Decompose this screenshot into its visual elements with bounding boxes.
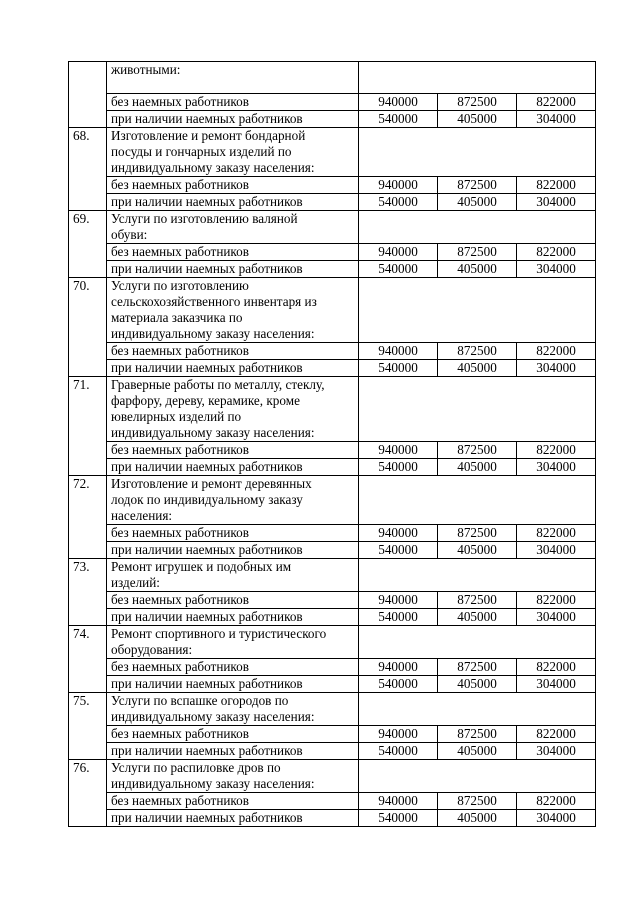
no-workers-label: без наемных работников	[107, 525, 359, 542]
item-name-cell	[107, 128, 359, 177]
item-name-line: изделий:	[111, 575, 160, 590]
empty-value-cell	[359, 211, 596, 244]
no-workers-label: без наемных работников	[107, 343, 359, 360]
no-workers-label: без наемных работников	[107, 592, 359, 609]
item-name-cell: животными:	[107, 62, 359, 94]
value-cell: 405000	[438, 743, 517, 760]
table-row	[69, 244, 596, 261]
value-cell: 872500	[438, 726, 517, 743]
value-cell: 540000	[359, 676, 438, 693]
empty-value-cell	[359, 128, 596, 177]
table-row	[69, 278, 596, 343]
value-cell: 940000	[359, 592, 438, 609]
item-name-line: Ремонт спортивного и туристического	[111, 626, 327, 641]
value-cell: 304000	[517, 676, 596, 693]
table-row	[69, 810, 596, 827]
empty-value-cell	[359, 377, 596, 442]
item-name-cell	[107, 559, 359, 592]
item-number-cell: 70.	[69, 278, 107, 377]
item-name-line: Услуги по изготовлению валяной	[111, 211, 298, 226]
value-cell: 940000	[359, 442, 438, 459]
with-workers-label: при наличии наемных работников	[107, 676, 359, 693]
value-cell: 940000	[359, 793, 438, 810]
item-name-line: материала заказчика по	[111, 310, 243, 325]
no-workers-label: без наемных работников	[107, 244, 359, 261]
item-name-line: Услуги по вспашке огородов по	[111, 693, 289, 708]
table-row	[69, 542, 596, 559]
table-row	[69, 693, 596, 726]
tariff-table-body	[69, 62, 596, 827]
item-name-line: обуви:	[111, 227, 148, 242]
value-cell: 304000	[517, 810, 596, 827]
empty-value-cell	[359, 476, 596, 525]
with-workers-label: при наличии наемных работников	[107, 111, 359, 128]
item-name-line: Изготовление и ремонт деревянных	[111, 476, 312, 491]
item-name-line: посуды и гончарных изделий по	[111, 144, 292, 159]
value-cell: 405000	[438, 194, 517, 211]
value-cell: 872500	[438, 244, 517, 261]
value-cell: 540000	[359, 111, 438, 128]
value-cell: 304000	[517, 743, 596, 760]
item-number-cell: 74.	[69, 626, 107, 693]
with-workers-label: при наличии наемных работников	[107, 743, 359, 760]
table-row	[69, 760, 596, 793]
item-name-cell	[107, 476, 359, 525]
item-name-line: индивидуальному заказу населения:	[111, 160, 315, 175]
item-name-cell	[107, 211, 359, 244]
item-name-line: Услуги по распиловке дров по	[111, 760, 281, 775]
item-name-cell	[107, 377, 359, 442]
value-cell: 940000	[359, 244, 438, 261]
with-workers-label: при наличии наемных работников	[107, 459, 359, 476]
table-row	[69, 62, 596, 94]
value-cell: 405000	[438, 609, 517, 626]
value-cell: 405000	[438, 810, 517, 827]
item-name-cell	[107, 278, 359, 343]
value-cell: 822000	[517, 442, 596, 459]
table-row	[69, 261, 596, 278]
value-cell: 940000	[359, 94, 438, 111]
table-row	[69, 476, 596, 525]
with-workers-label: при наличии наемных работников	[107, 609, 359, 626]
with-workers-label: при наличии наемных работников	[107, 810, 359, 827]
value-cell: 540000	[359, 542, 438, 559]
item-name-line: ювелирных изделий по	[111, 409, 242, 424]
no-workers-label: без наемных работников	[107, 793, 359, 810]
no-workers-label: без наемных работников	[107, 442, 359, 459]
empty-value-cell	[359, 559, 596, 592]
item-number-cell	[69, 62, 107, 128]
value-cell: 304000	[517, 542, 596, 559]
value-cell: 304000	[517, 261, 596, 278]
value-cell: 822000	[517, 659, 596, 676]
item-number-cell: 76.	[69, 760, 107, 827]
item-number-cell: 73.	[69, 559, 107, 626]
empty-value-cell	[359, 693, 596, 726]
value-cell: 540000	[359, 360, 438, 377]
value-cell: 405000	[438, 676, 517, 693]
item-number-cell: 68.	[69, 128, 107, 211]
table-row	[69, 459, 596, 476]
value-cell: 822000	[517, 726, 596, 743]
value-cell: 872500	[438, 793, 517, 810]
table-row	[69, 177, 596, 194]
item-name-line: оборудования:	[111, 642, 193, 657]
value-cell: 540000	[359, 810, 438, 827]
item-name-line: индивидуальному заказу населения:	[111, 709, 315, 724]
empty-value-cell	[359, 626, 596, 659]
empty-value-cell	[359, 278, 596, 343]
value-cell: 405000	[438, 111, 517, 128]
with-workers-label: при наличии наемных работников	[107, 194, 359, 211]
value-cell: 822000	[517, 525, 596, 542]
value-cell: 822000	[517, 592, 596, 609]
item-name-line: индивидуальному заказу населения:	[111, 326, 315, 341]
table-row	[69, 743, 596, 760]
item-name-cell	[107, 760, 359, 793]
value-cell: 405000	[438, 459, 517, 476]
value-cell: 304000	[517, 111, 596, 128]
value-cell: 940000	[359, 525, 438, 542]
item-name-line: индивидуальному заказу населения:	[111, 776, 315, 791]
value-cell: 304000	[517, 609, 596, 626]
with-workers-label: при наличии наемных работников	[107, 261, 359, 278]
value-cell: 872500	[438, 442, 517, 459]
item-name-line: сельскохозяйственного инвентаря из	[111, 294, 317, 309]
table-row	[69, 194, 596, 211]
value-cell: 872500	[438, 343, 517, 360]
item-number-cell: 69.	[69, 211, 107, 278]
table-row	[69, 211, 596, 244]
item-number-cell: 71.	[69, 377, 107, 476]
tariff-table	[68, 61, 596, 827]
value-cell: 940000	[359, 726, 438, 743]
value-cell: 872500	[438, 177, 517, 194]
value-cell: 822000	[517, 793, 596, 810]
table-row	[69, 111, 596, 128]
item-name-line: Ремонт игрушек и подобных им	[111, 559, 292, 574]
value-cell: 940000	[359, 177, 438, 194]
table-row	[69, 609, 596, 626]
value-cell: 822000	[517, 343, 596, 360]
value-cell: 540000	[359, 261, 438, 278]
table-row	[69, 793, 596, 810]
table-row	[69, 94, 596, 111]
table-row	[69, 128, 596, 177]
item-name-cell	[107, 626, 359, 659]
table-row	[69, 559, 596, 592]
value-cell: 940000	[359, 343, 438, 360]
table-row	[69, 343, 596, 360]
table-row	[69, 626, 596, 659]
item-name-cell	[107, 693, 359, 726]
table-row	[69, 377, 596, 442]
table-row	[69, 726, 596, 743]
with-workers-label: при наличии наемных работников	[107, 360, 359, 377]
value-cell: 540000	[359, 743, 438, 760]
value-cell: 540000	[359, 194, 438, 211]
item-name-line: фарфору, дереву, керамике, кроме	[111, 393, 300, 408]
value-cell: 822000	[517, 244, 596, 261]
value-cell: 405000	[438, 542, 517, 559]
no-workers-label: без наемных работников	[107, 94, 359, 111]
table-row	[69, 676, 596, 693]
value-cell: 304000	[517, 459, 596, 476]
no-workers-label: без наемных работников	[107, 726, 359, 743]
value-cell: 872500	[438, 592, 517, 609]
table-row	[69, 659, 596, 676]
no-workers-label: без наемных работников	[107, 659, 359, 676]
item-name-line: населения:	[111, 508, 173, 523]
value-cell: 872500	[438, 659, 517, 676]
value-cell: 872500	[438, 525, 517, 542]
item-number-cell: 72.	[69, 476, 107, 559]
value-cell: 405000	[438, 360, 517, 377]
with-workers-label: при наличии наемных работников	[107, 542, 359, 559]
item-name-line: лодок по индивидуальному заказу	[111, 492, 303, 507]
table-row	[69, 442, 596, 459]
value-cell: 304000	[517, 360, 596, 377]
value-cell: 540000	[359, 459, 438, 476]
empty-value-cell	[359, 62, 596, 94]
item-name-line: Граверные работы по металлу, стеклу,	[111, 377, 325, 392]
item-name-line: индивидуальному заказу населения:	[111, 425, 315, 440]
item-name-line: Услуги по изготовлению	[111, 278, 249, 293]
value-cell: 304000	[517, 194, 596, 211]
no-workers-label: без наемных работников	[107, 177, 359, 194]
table-row	[69, 592, 596, 609]
item-number-cell: 75.	[69, 693, 107, 760]
value-cell: 822000	[517, 177, 596, 194]
value-cell: 872500	[438, 94, 517, 111]
value-cell: 822000	[517, 94, 596, 111]
value-cell: 405000	[438, 261, 517, 278]
table-row	[69, 525, 596, 542]
table-row	[69, 360, 596, 377]
value-cell: 940000	[359, 659, 438, 676]
item-name-line: Изготовление и ремонт бондарной	[111, 128, 306, 143]
value-cell: 540000	[359, 609, 438, 626]
empty-value-cell	[359, 760, 596, 793]
